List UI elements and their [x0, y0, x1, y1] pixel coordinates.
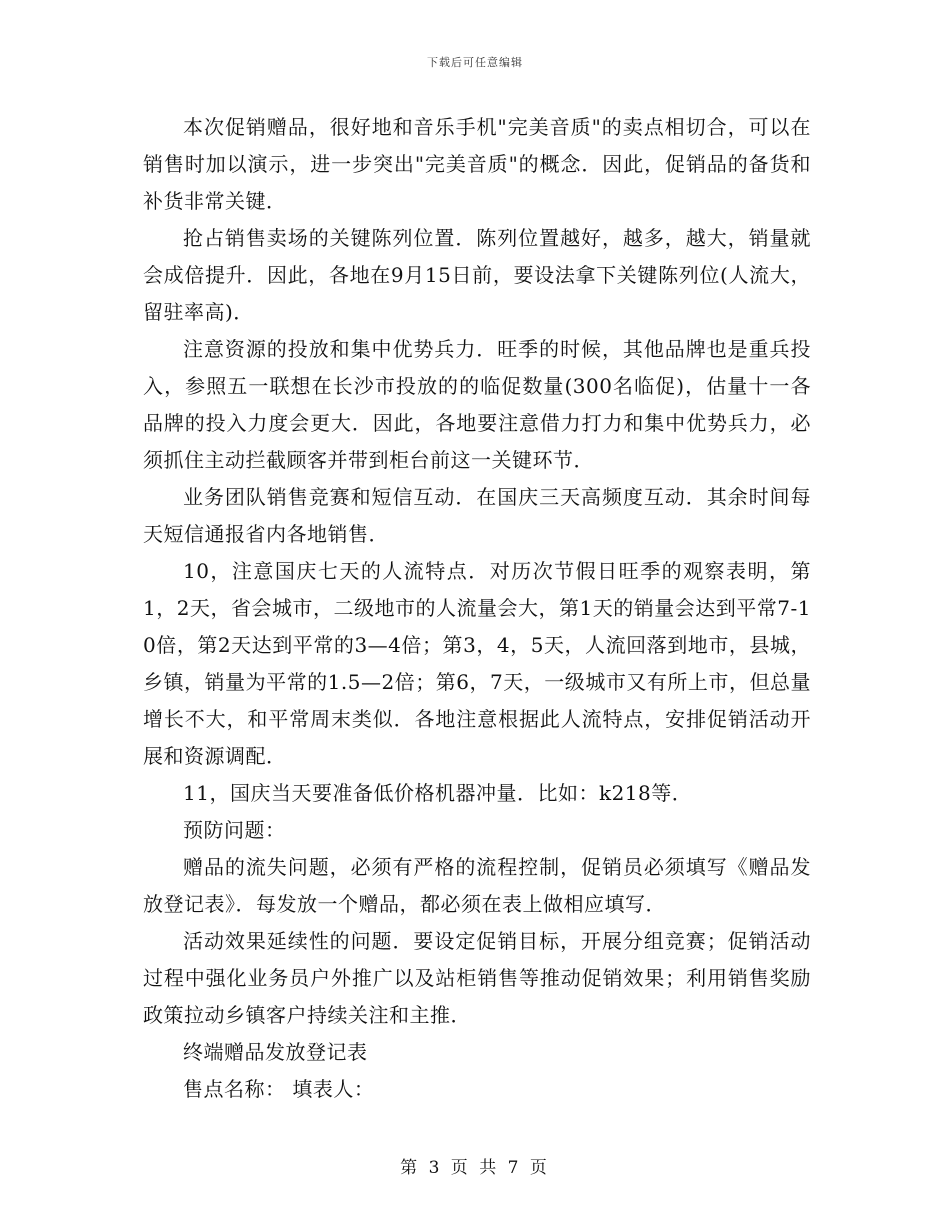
paragraph-gift-promotion: 本次促销赠品，很好地和音乐手机"完美音质"的卖点相切合，可以在销售时加以演示，进一步突出"完美音质"的概念．因此，促销品的备货和补货非常关键．	[143, 115, 811, 213]
paragraph-holiday-traffic: 10，注意国庆七天的人流特点．对历次节假日旺季的观察表明，第1，2天，省会城市，二级地市的人流量会大，第1天的销量会达到平常7-10倍，第2天达到平常的3—4倍；第3，4，5天，人流回落到地市，县城，乡镇，销量为平常的1.5—2倍；第6，7天，一级城市又有所上市，但总量增长不大，和平常周末类似．各地注意根据此人流特点，安排促销活动开展和资源调配．	[143, 559, 811, 768]
paragraph-form-title: 终端赠品发放登记表	[183, 1040, 368, 1064]
paragraph-resource-focus: 注意资源的投放和集中优势兵力．旺季的时候，其他品牌也是重兵投入，参照五一联想在长沙市投放的的临促数量(300名临促)，估量十一各品牌的投入力度会更大．因此，各地要注意借力打力和集中优势兵力，必须抓住主动拦截顾客并带到柜台前这一关键环节．	[143, 337, 811, 472]
paragraph-display-position: 抢占销售卖场的关键陈列位置．陈列位置越好，越多，越大，销量就会成倍提升．因此，各地在9月15日前，要设法拿下关键陈列位(人流大，留驻率高)．	[143, 226, 811, 324]
paragraph-low-price-models: 11，国庆当天要准备低价格机器冲量．比如：k218等．	[183, 781, 693, 805]
paragraph-team-competition: 业务团队销售竞赛和短信互动．在国庆三天高频度互动．其余时间每天短信通报省内各地销售．	[143, 485, 811, 546]
paragraph-prevention-heading: 预防问题：	[183, 818, 286, 842]
paragraph-form-fields: 售点名称： 填表人：	[183, 1077, 375, 1101]
paragraph-effect-continuity: 活动效果延续性的问题．要设定促销目标，开展分组竞赛；促销活动过程中强化业务员户外推广以及站柜销售等推动促销效果；利用销售奖励政策拉动乡镇客户持续关注和主推．	[143, 929, 811, 1027]
paragraph-gift-loss: 赠品的流失问题，必须有严格的流程控制，促销员必须填写《赠品发放登记表》．每发放一个赠品，都必须在表上做相应填写．	[143, 855, 811, 916]
page-footer: 第 3 页 共 7 页	[400, 1158, 550, 1178]
page-header: 下载后可任意编辑	[427, 56, 523, 69]
document-body	[143, 109, 811, 1108]
